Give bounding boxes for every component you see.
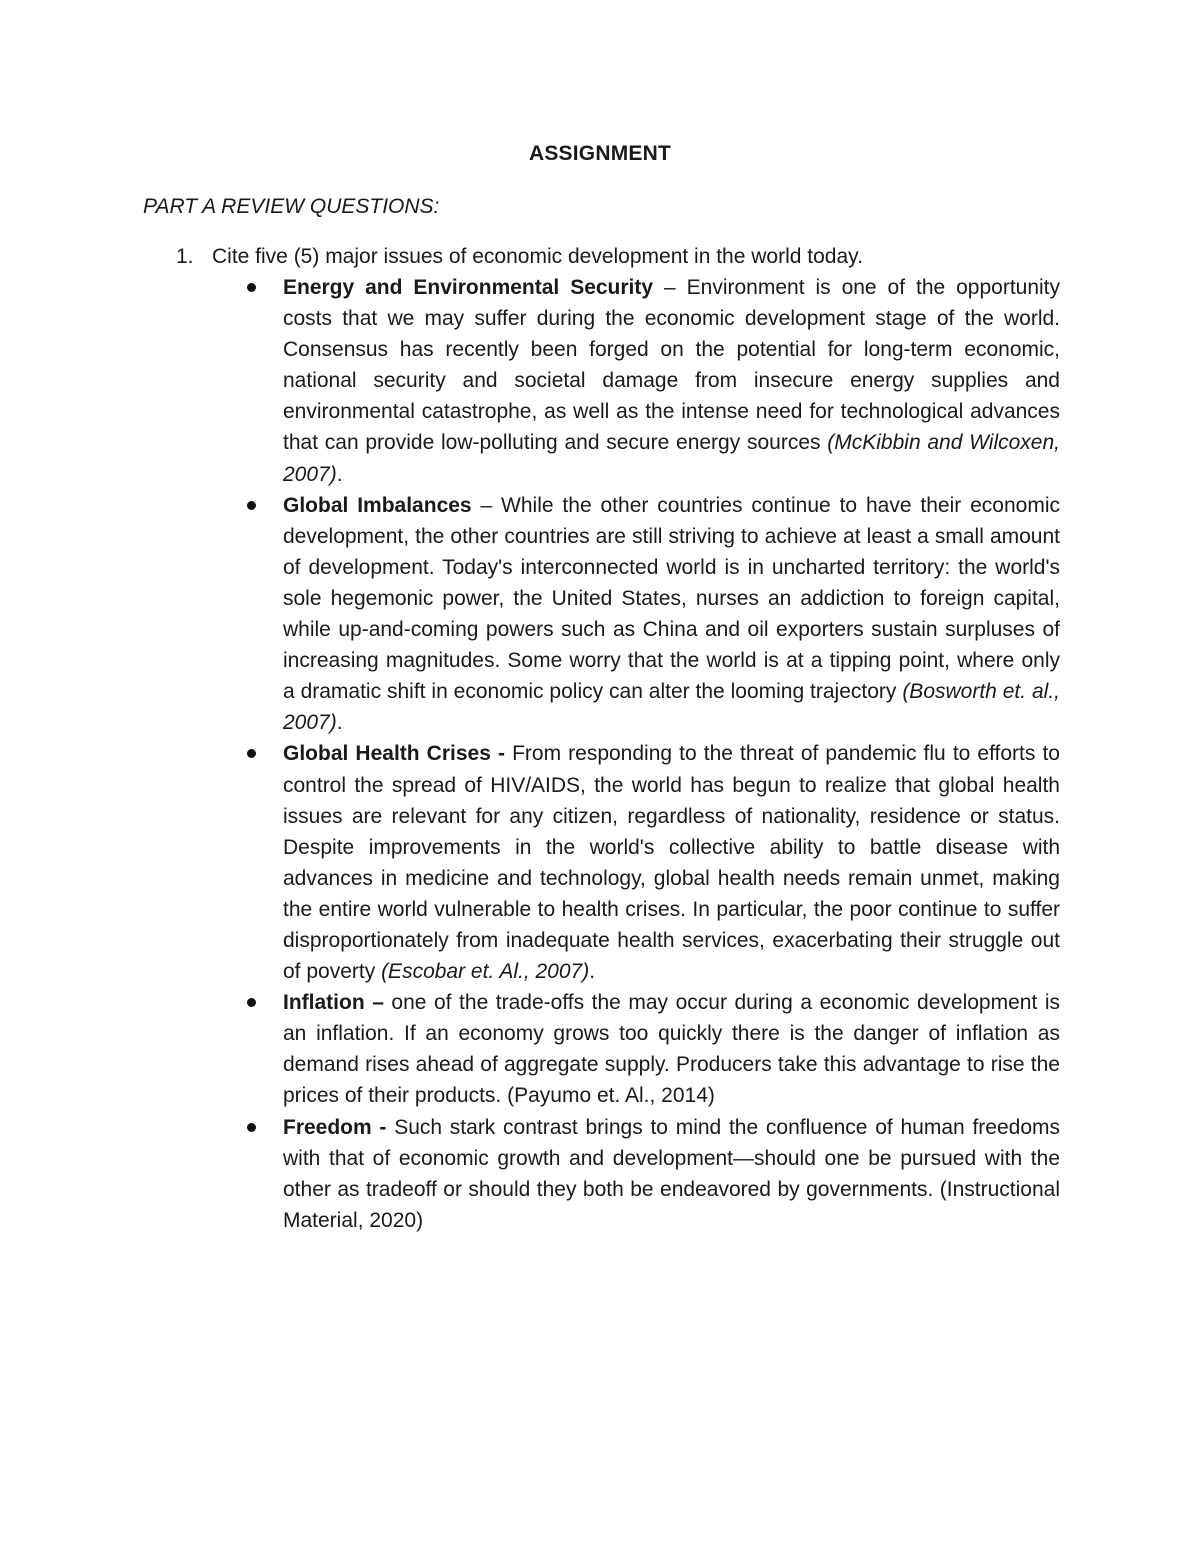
- issue-title: Global Health Crises -: [283, 742, 505, 766]
- issue-tail: .: [336, 462, 343, 486]
- issue-title: Energy and Environmental Security: [283, 276, 654, 299]
- issue-tail: .: [589, 960, 596, 984]
- question-text: Cite five (5) major issues of economic development in the world today.: [212, 245, 863, 268]
- bullet-icon: [247, 749, 256, 758]
- issue-body: Environment is one of the opportunity costs that we may suffer during the economic development stage of the world. Consensus has recently been forged on the potential for long-term economic, national security and societal damage from insecure energy supplies and environmental catastrophe, as well as the intense need for technological advances that can provide low-polluting and secure energy sources: [283, 276, 1061, 455]
- issue-separator: –: [471, 493, 502, 517]
- issue-citation: (McKibbin and Wilcoxen, 2007): [283, 431, 1060, 486]
- issue-body: one of the trade-offs the may occur during a economic development is an inflation. If an economy grows too quickly there is the danger of inflation as demand rises ahead of aggregate supply. Producers take this advantage to rise the prices of their products. (Payumo et. Al., 2014): [283, 991, 1060, 1108]
- issue-tail: .: [336, 711, 343, 735]
- issue-separator: [505, 742, 512, 765]
- issue-title: Inflation –: [283, 991, 384, 1015]
- issue-title: Global Imbalances: [283, 493, 472, 517]
- issue-energy: [240, 272, 1060, 490]
- issue-body: From responding to the threat of pandemic flu to efforts to control the spread of HIV/AIDS, the world has begun to realize that global health issues are relevant for any citizen, regardless of nationality, residence or status. Despite improvements in the world's collective ability to battle disease with advances in medicine and technology, global health needs remain unmet, making the entire world vulnerable to health crises. In particular, the poor continue to suffer disproportionately from inadequate health services, exacerbating their struggle out of poverty: [283, 742, 1060, 984]
- question-item: [176, 245, 863, 269]
- issue-freedom: [240, 1112, 1060, 1236]
- bullet-icon: [247, 501, 256, 510]
- issue-global-health: [240, 738, 1060, 987]
- issue-global-imbalances: [240, 490, 1060, 739]
- issue-inflation: [240, 987, 1060, 1111]
- question-number: 1.: [176, 245, 194, 268]
- issue-separator: –: [653, 276, 687, 299]
- bullet-icon: [247, 1123, 256, 1132]
- bullet-icon: [247, 283, 256, 292]
- document-title: ASSIGNMENT: [528, 142, 671, 165]
- issue-body: While the other countries continue to have their economic development, the other countries are still striving to achieve at least a small amount of development. Today's interconnected world is in uncharted territory: the world's sole hegemonic power, the United States, nurses an addiction to foreign capital, while up-and-coming powers such as China and oil exporters sustain surpluses of increasing magnitudes. Some worry that the world is at a tipping point, where only a dramatic shift in economic policy can alter the looming trajectory: [283, 493, 1060, 704]
- issue-title: Freedom -: [283, 1115, 387, 1139]
- issue-citation: (Bosworth et. al., 2007): [283, 680, 1061, 735]
- part-heading: PART A REVIEW QUESTIONS:: [143, 195, 440, 218]
- issues-list: [240, 272, 1060, 1236]
- bullet-icon: [247, 998, 256, 1007]
- issue-citation: (Escobar et. Al., 2007): [381, 960, 590, 984]
- issue-body: Such stark contrast brings to mind the confluence of human freedoms with that of economic growth and development—should one be pursued with the other as tradeoff or should they both be endeavored by governments. (Instructional Material, 2020): [283, 1115, 1060, 1232]
